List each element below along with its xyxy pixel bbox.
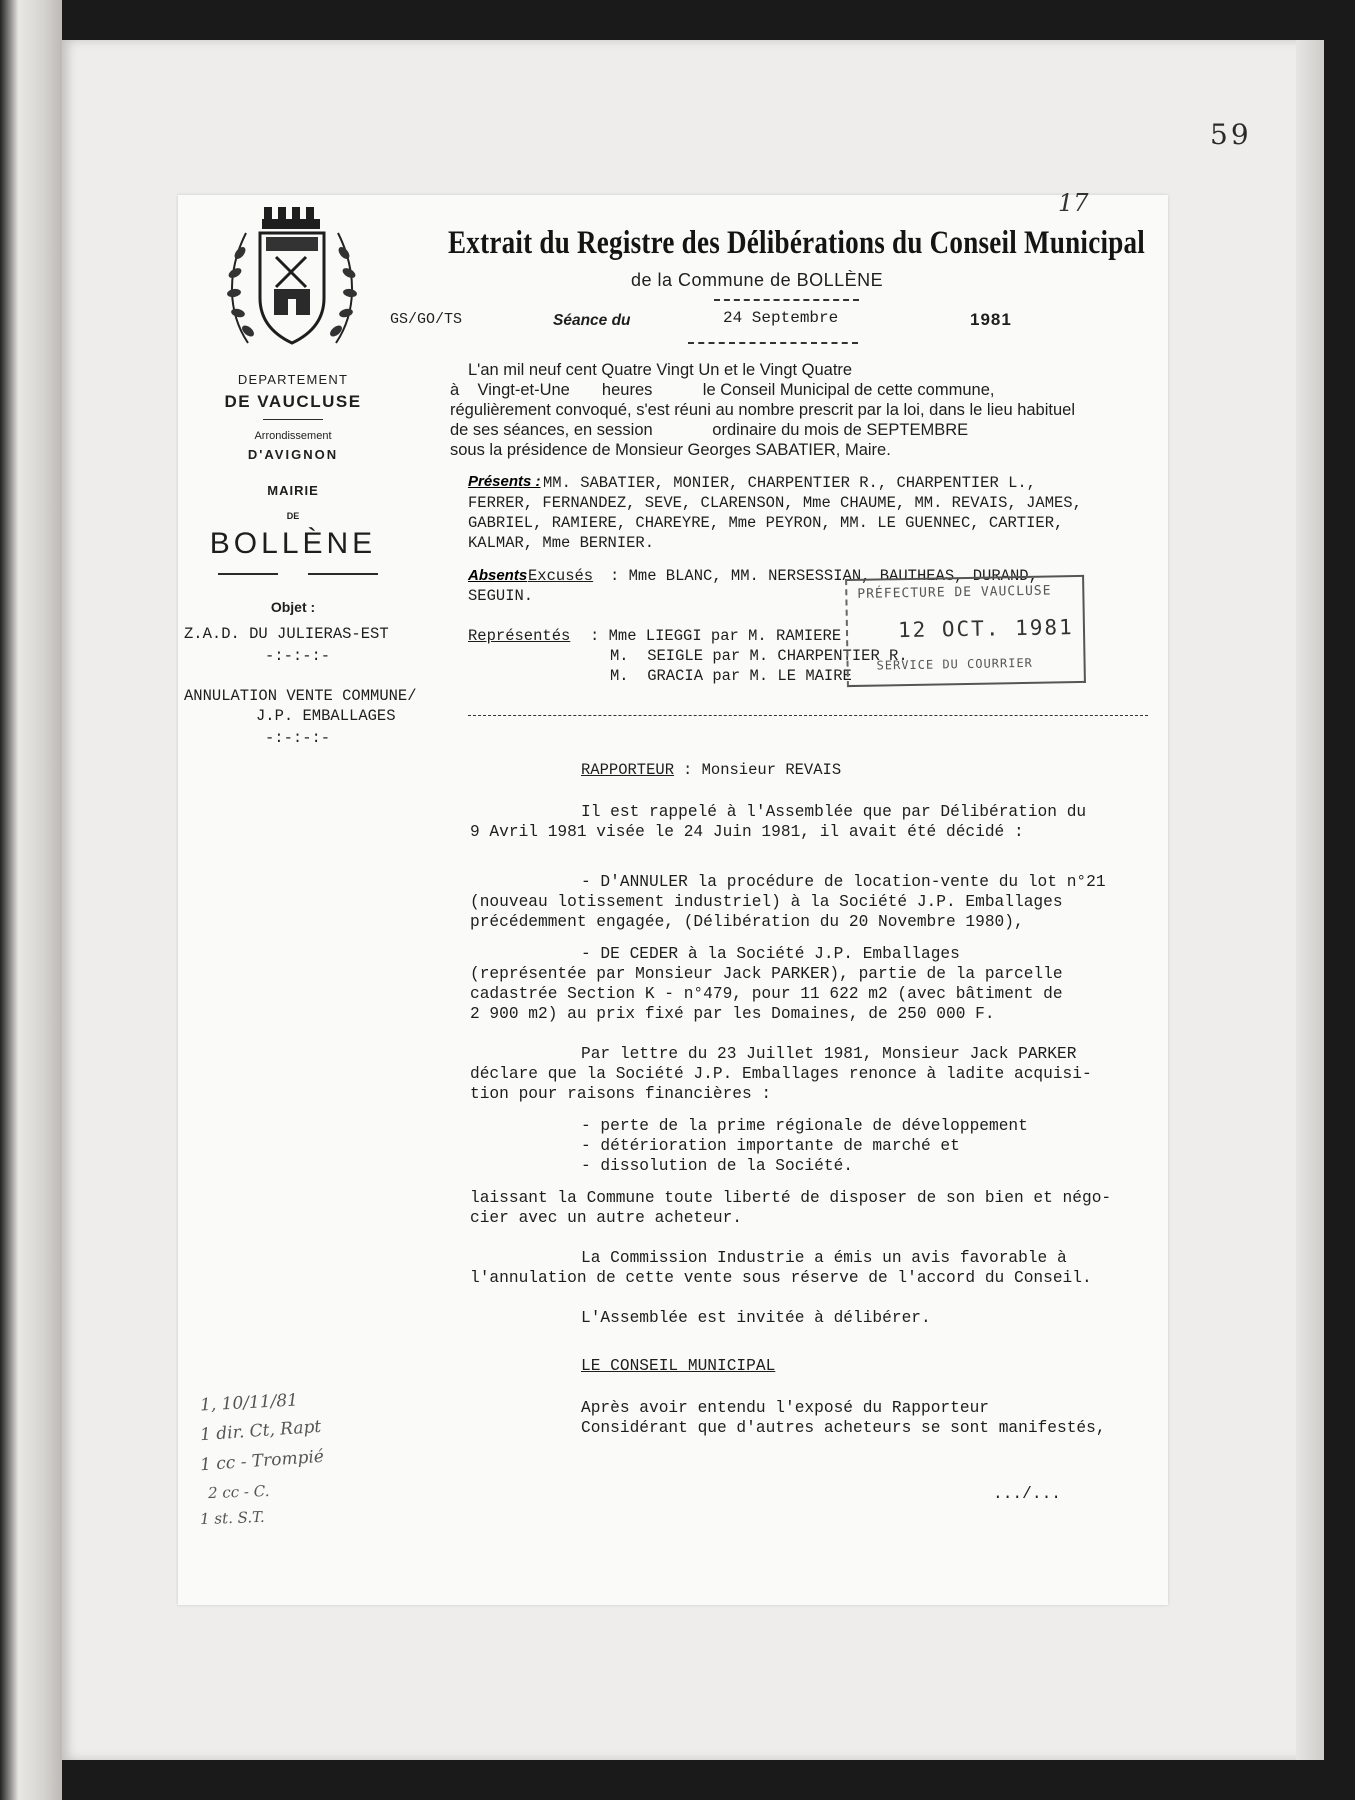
rapporteur-name: : Monsieur REVAIS (683, 761, 842, 779)
conseil-heading: LE CONSEIL MUNICIPAL (581, 1357, 776, 1375)
body-line: laissant la Commune toute liberté de disposer de son bien et négo- (470, 1189, 1112, 1207)
section-separator (468, 715, 1148, 716)
preamble-line: à Vingt-et-Une heures le Conseil Municipal de cette commune, (450, 381, 995, 399)
body-line: (représentée par Monsieur Jack PARKER), partie de la parcelle (470, 965, 1063, 983)
body-line: Après avoir entendu l'exposé du Rapporteur (581, 1399, 989, 1417)
divider (218, 573, 278, 575)
preamble-line: L'an mil neuf cent Quatre Vingt Un et le Vingt Quatre (468, 361, 853, 379)
body-line: l'annulation de cette vente sous réserve de l'accord du Conseil. (470, 1269, 1092, 1287)
objet-line: J.P. EMBALLAGES (256, 707, 396, 725)
divider (263, 419, 323, 420)
excuses-label: Excusés (528, 567, 594, 585)
deliberation-sheet (178, 189, 1168, 1605)
presents-label: Présents : (468, 473, 541, 490)
rapporteur-label: RAPPORTEUR (581, 761, 675, 779)
preamble-line: sous la présidence de Monsieur Georges SABATIER, Maire. (450, 441, 891, 459)
presents-line: GABRIEL, RAMIERE, CHAREYRE, Mme PEYRON, MM. LE GUENNEC, CARTIER, (468, 514, 1064, 532)
body-line: Considérant que d'autres acheteurs se sont manifestés, (581, 1419, 1106, 1437)
representes-line: M. GRACIA par M. LE MAIRE (610, 667, 852, 685)
page-number: 59 (1210, 118, 1252, 151)
presents-line: MM. SABATIER, MONIER, CHARPENTIER R., CHARPENTIER L., (543, 474, 1036, 492)
commune-name: BOLLÈNE (209, 527, 377, 560)
book-spine (0, 0, 62, 1800)
de-label: DE (286, 511, 300, 521)
register-title: Extrait du Registre des Délibérations du Conseil Municipal (448, 225, 1146, 261)
body-line: précédemment engagée, (Délibération du 20 Novembre 1980), (470, 913, 1024, 931)
preamble-line: de ses séances, en session ordinaire du mois de SEPTEMBRE (450, 421, 969, 439)
body-line: déclare que la Société J.P. Emballages renonce à ladite acquisi- (470, 1065, 1092, 1083)
handwritten-note: 1 dir. Ct, Rapt (199, 1416, 322, 1446)
page-edges (1296, 40, 1324, 1760)
coat-of-arms-emblem (218, 203, 366, 353)
body-line: cadastrée Section K - n°479, pour 11 622 m2 (avec bâtiment de (470, 985, 1063, 1003)
seance-year: 1981 (970, 310, 1012, 329)
seance-date: 24 Septembre (723, 309, 839, 327)
representes-line: : Mme LIEGGI par M. RAMIERE (590, 627, 842, 645)
bullet-item: - dissolution de la Société. (581, 1157, 853, 1175)
representes-line: M. SEIGLE par M. CHARPENTIER R. (610, 647, 908, 665)
body-line: (nouveau lotissement industriel) à la Société J.P. Emballages (470, 893, 1063, 911)
body-line: cier avec un autre acheteur. (470, 1209, 742, 1227)
body-line: Il est rappelé à l'Assemblée que par Délibération du (581, 803, 1087, 821)
handwritten-note: 1 st. S.T. (199, 1507, 265, 1529)
body-line: 9 Avril 1981 visée le 24 Juin 1981, il avait été décidé : (470, 823, 1024, 841)
handwritten-note: 1, 10/11/81 (199, 1390, 299, 1416)
seance-label: Séance du (553, 312, 631, 329)
stamp-header: PRÉFECTURE DE VAUCLUSE (857, 583, 1052, 602)
objet-label: Objet : (270, 599, 316, 615)
ornament-line (714, 299, 859, 301)
handwritten-note: 2 cc - C. (207, 1481, 270, 1503)
preamble-line: régulièrement convoqué, s'est réuni au nombre prescrit par la loi, dans le lieu habituel (450, 401, 1076, 419)
body-line: L'Assemblée est invitée à délibérer. (581, 1309, 931, 1327)
objet-line: -:-:-:- (265, 647, 331, 665)
commune-subtitle: de la Commune de BOLLÈNE (631, 270, 884, 290)
absents-label: Absents (468, 567, 528, 584)
arrondissement-name: D'AVIGNON (247, 447, 339, 462)
body-line: - D'ANNULER la procédure de location-vente du lot n°21 (581, 873, 1106, 891)
departement-label: DEPARTEMENT (237, 372, 349, 387)
reference-code: GS/GO/TS (390, 311, 463, 328)
marginal-number: 17 (1058, 189, 1089, 217)
stamp-footer: SERVICE DU COURRIER (876, 655, 1033, 673)
body-line: - DE CEDER à la Société J.P. Emballages (581, 945, 960, 963)
bullet-item: - perte de la prime régionale de développement (581, 1117, 1028, 1135)
body-line: tion pour raisons financières : (470, 1085, 772, 1103)
divider (308, 573, 378, 575)
objet-line: -:-:-:- (265, 729, 331, 747)
arrondissement-label: Arrondissement (254, 430, 332, 442)
departement-name: DE VAUCLUSE (224, 392, 362, 411)
reception-stamp (845, 575, 1086, 687)
ornament-line (688, 342, 858, 344)
body-line: 2 900 m2) au prix fixé par les Domaines, de 250 000 F. (470, 1005, 995, 1023)
handwritten-note: 1 cc - Trompié (199, 1446, 325, 1476)
mairie-label: MAIRIE (267, 483, 319, 498)
bullet-item: - détérioration importante de marché et (581, 1137, 960, 1155)
absents-line: : Mme BLANC, MM. NERSESSIAN, BAUTHEAS, DURAND, (610, 567, 1038, 585)
representes-label: Représentés (468, 627, 571, 645)
presents-line: KALMAR, Mme BERNIER. (468, 534, 655, 552)
continuation-mark: .../... (993, 1485, 1061, 1503)
objet-line: Z.A.D. DU JULIERAS-EST (184, 625, 389, 643)
absents-line: SEGUIN. (468, 587, 534, 605)
presents-line: FERRER, FERNANDEZ, SEVE, CLARENSON, Mme CHAUME, MM. REVAIS, JAMES, (468, 494, 1082, 512)
body-line: Par lettre du 23 Juillet 1981, Monsieur Jack PARKER (581, 1045, 1077, 1063)
body-line: La Commission Industrie a émis un avis favorable à (581, 1249, 1067, 1267)
stamp-date: 12 OCT. 1981 (897, 615, 1074, 643)
objet-line: ANNULATION VENTE COMMUNE/ (184, 687, 417, 705)
